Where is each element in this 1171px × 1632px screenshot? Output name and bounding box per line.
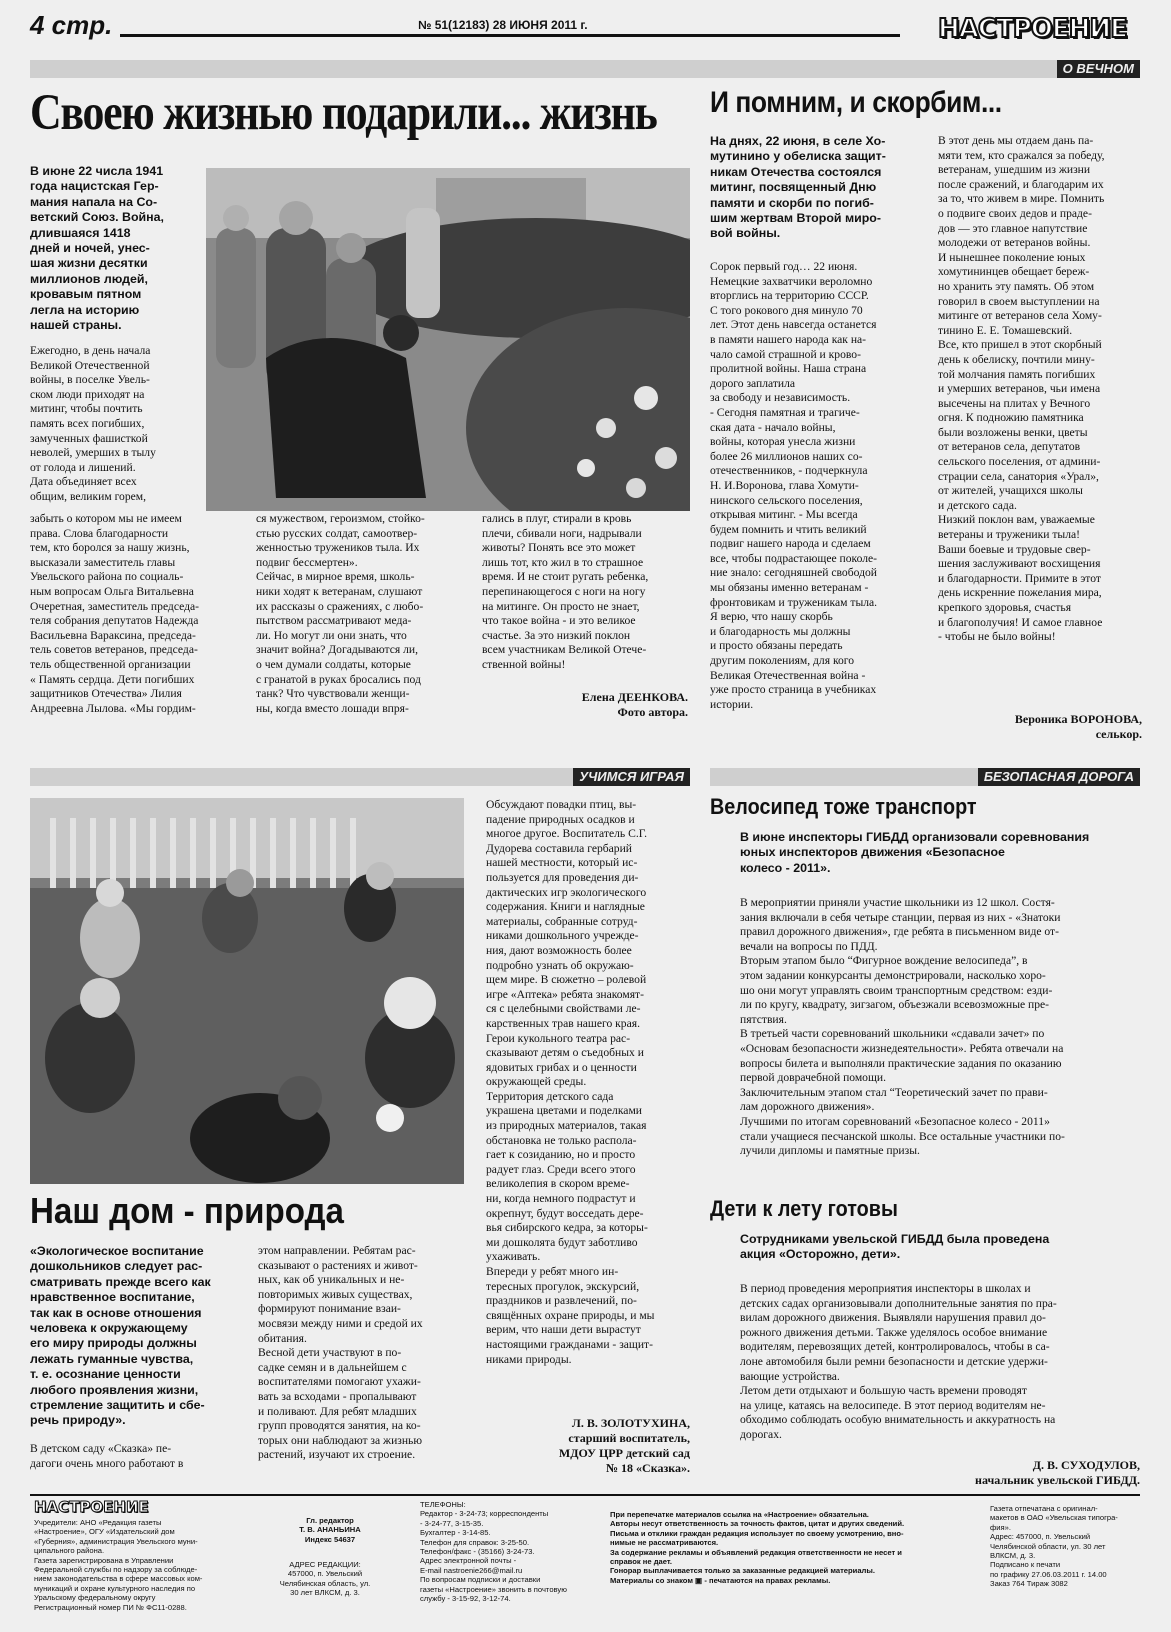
article1-col3: гались в плуг, стирали в кровь плечи, сбивали ноги, надрывали животы? Понять все это может лишь тот, кто жил в то страшное время. И не стоит ругать ребенка, перепинающегося с ноги на ногу на митинге. Он просто не знает, что такое война - и это великое счастье. За это низкий поклон всем участникам Великой Отече- ственной войны! bbox=[482, 512, 649, 671]
veterans-at-memorial-image bbox=[206, 168, 690, 511]
article2-col1: Сорок первый год… 22 июня. Немецкие захватчики вероломно вторглись на территорию СССР. С того рокового дня минуло 70 лет. Этот день навсегда останется в памяти нашего народа как на- чало самой страшной и крово- пролитной войны. Наша страна дорого заплатила за свободу и независимость. - Сегодня памятная и трагиче- ская дата - начало войны, войны, которая унесла жизни более 26 миллионов наших со- отечественников, - подчеркнула Н. И.Воронова, глава Хомути- нинского сельского поселения, открывая митинг. - Мы всегда будем помнить и чтить великий подвиг нашего народа и сделаем все, чтобы подрастающее поколе- ние знало: сегодняшней свободой мы обязаны именно ветеранам - фронтовикам и труженикам тыла. Я верю, что нашу скорбь и благодарность мы должны и просто обязаны передать другим поколениям, для кого Великая Отечественная война - уже просто страница в учебниках истории. bbox=[710, 260, 878, 711]
article1-title: Своею жизнью подарили... жизнь bbox=[30, 85, 657, 141]
article2-col2: В этот день мы отдаем дань па- мяти тем, кто сражался за победу, ветеранам, ушедшим из жизни после сражений, и благодарим их за то, что живем в мире. Помнить о подвиге своих дедов и праде- дов — это главное напутствие молодежи от ветеранов войны. И нынешнее поколение юных хомутининцев обещает береж- но хранить эту память. Об этом говорил в своем выступлении на митинге от ветеранов села Хому- тинино Е. Е. Томашевский. Все, кто пришел в этот скорбный день к обелиску, почтили мину- той молчания память погибших и умерших ветеранов, чьи имена высечены на плитах у Вечного огня. К подножию памятника были возложены венки, цветы от ветеранов села, депутатов сельского поселения, от админи- страции села, санатория «Урал», от жителей, учащихся школы и детского сада. Низкий поклон вам, уважаемые ветераны и труженики тыла! Ваши боевые и трудовые свер- шения заслуживают восхищения и благодарности. Примите в этот день искренние пожелания мира, крепкого здоровья, счастья и благополучия! И самое главное - чтобы не было войны! bbox=[938, 134, 1105, 644]
section3-article2-body: В период проведения мероприятия инспекторы в школах и детских садах организовывали дополнительные занятия по пра- вилам дорожного движения. Выявляли нарушения правил до- рожного движения детьми. Также уделялось особое внимание водителям, перевозящих детей, контролировалось, чтобы в са- лоне автомобиля были ремни безопасности и детские удержи- вающие устройства. Летом дети отдыхают и большую часть времени проводят на улице, катаясь на велосипеде. В этот период водителям не- обходимо соблюдать особую внимательность и аккуратность на дорогах. bbox=[740, 1282, 1057, 1441]
footer-top-rule bbox=[30, 1494, 1140, 1496]
rubric-bar-o-vechnom bbox=[30, 60, 1140, 78]
article1-signature: Елена ДЕЕНКОВА. Фото автора. bbox=[581, 690, 688, 719]
article2-title: И помним, и скорбим... bbox=[710, 86, 1002, 119]
rubric-bar-bezopasnaya-doroga bbox=[710, 768, 1140, 786]
section3-article1-body: В мероприятии приняли участие школьники из 12 школ. Состя- зания включали в себя четыре станции, первая из них - «Знатоки правил дорожного движения», где ребята в письменном виде от- вечали на вопросы по ПДД. Вторым этапом было “Фигурное вождение велосипеда”, в этом задании конкурсанты демонстрировали, насколько хоро- шо они могут управлять своим транспортным средством: езди- ли по кругу, квадрату, зигзагом, объезжали всевозможные пре- пятствия. В третьей части соревнований школьники «сдавали зачет» по «Основам безопасности жизнедеятельности». Ребята отвечали на вопросы билета и выполняли практические задания по оказанию первой доврачебной помощи. Заключительным этапом стал “Теоретический зачет по прави- лам дорожного движения». Лучшими по итогам соревнований «Безопасное колесо - 2011» стали учащиеся песчанской школы. Все остальные участники по- лучили дипломы и памятные призы. bbox=[740, 896, 1065, 1158]
article1-col1-bottom: забыть о котором мы не имеем права. Слова благодарности тем, кто боролся за нашу жизнь, высказали заместитель главы Увельского района по социаль- ным вопросам Ольга Витальевна Очеретная, заместитель председа- теля собрания депутатов Надежда Васильевна Варaксина, председа- тель советов ветеранов, председа- тель общественной организации « Память сердца. Дети погибших защитников Отечества» Лилия Андреевна Лылова. «Мы гордим- bbox=[30, 512, 200, 715]
rubric-bar-uchimsya-igraya bbox=[30, 768, 690, 786]
section3-article1-lead: В июне инспекторы ГИБДД организовали соревнования юных инспекторов движения «Безопасное колесо - 2011». bbox=[740, 830, 1090, 875]
footer-founders: Учредители: АНО «Редакция газеты «Настроение», ОГУ «Издательский дом «Губерния», администрация Увельского муни- ципального района. Газета зарегистрирована в Управлении Федеральной службы по надзору за соблюде- нием законодательства в сфере массовых ком- муникаций и охране культурного наследия по Уральскому федеральному округу Регистрационный номер ПИ № ФС11-0288. bbox=[34, 1518, 203, 1612]
masthead-logo: НАСТРОЕНИЕ bbox=[938, 14, 1127, 44]
header-rule bbox=[120, 34, 900, 37]
section2-col3: Обсуждают повадки птиц, вы- падение природных осадков и многое другое. Воспитатель С.Г. Дудорева составила гербарий нашей местности, который ис- пользуется для проведения ди- дактических игр экологического содержания. Книги и наглядные материалы, собранные сотруд- никами дошкольного учрежде- ния, дают возможность более подробно узнать об окружаю- щем мире. В сюжетно – ролевой игре «Аптека» ребята знакомят- ся с целебными свойствами ле- карственных трав нашего края. Герои кукольного театра рас- сказывают детям о съедобных и ядовитых грибах и о ценности окружающей среды. Территория детского сада украшена цветами и поделками из природных материалов, такая обстановка не только распола- гает к созиданию, но и просто радует глаз. Среди всего этого великолепия в скором време- ни, когда немного подрастут и окрепнут, будут восседать дере- вья сибирского кедра, за которы- ми дошколята будут заботливо ухаживать. Впереди у ребят много ин- тересных прогулок, экскурсий, праздников и развлечений, по- свящённых охране природы, и мы верим, что наши дети вырастут настоящими гражданами - защит- никами природы. bbox=[486, 798, 655, 1366]
section3-article1-title: Велосипед тоже транспорт bbox=[710, 794, 977, 819]
article1-lead: В июне 22 числа 1941 года нацистская Гер- мания напала на Со- ветский Союз. Война, длившаяся 1418 дней и ночей, унес- шая жизни десятки миллионов людей, кровавым пятном легла на историю нашей страны. bbox=[30, 164, 164, 333]
section2-lead: «Экологическое воспитание дошкольников следует рас- сматривать прежде всего как нравственное воспитание, так как в основе отношения человека к окружающему его миру природы должны лежать гуманные чувства, т. е. осознание ценности любого проявления жизни, стремление защитить и сбе- речь природу». bbox=[30, 1244, 211, 1428]
article2-lead: На днях, 22 июня, в селе Хо- мутинино у обелиска защит- никам Отечества состоялся митинг, посвященный Дню памяти и скорби по погиб- шим жертвам Второй миро- вой войны. bbox=[710, 134, 886, 241]
rubric-label: О ВЕЧНОМ bbox=[1057, 60, 1140, 78]
section2-signature: Л. В. ЗОЛОТУХИНА, старший воспитатель, МДОУ ЦРР детский сад № 18 «Сказка». bbox=[558, 1416, 690, 1475]
section2-col1-after: В детском саду «Сказка» пе- дагоги очень много работают в bbox=[30, 1442, 184, 1470]
rubric-label: УЧИМСЯ ИГРАЯ bbox=[573, 768, 690, 786]
footer-address: АДРЕС РЕДАКЦИИ: 457000, п. Увельский Челябинская область, ул. 30 лет ВЛКСМ, д. 3. bbox=[279, 1560, 371, 1598]
section3-article2-signature: Д. В. СУХОДУЛОВ, начальник увельской ГИБДД. bbox=[975, 1458, 1140, 1487]
article1-col1-top: Ежегодно, в день начала Великой Отечественной войны, в поселке Увель- ском люди приходят на митинг, чтобы почтить память всех погибших, замученных фашисткой неволей, умерших в тылу от голода и лишений. Дата объединяет всех общим, великим горем, bbox=[30, 344, 156, 503]
article1-photo bbox=[206, 168, 690, 511]
issue-info: № 51(12183) 28 ИЮНЯ 2011 г. bbox=[412, 18, 594, 32]
footer-notes: При перепечатке материалов ссылка на «Настроение» обязательна. Авторы несут ответственность за точность фактов, цитат и других сведений. Письма и отклики граждан редакция использует по своему усмотрению, вно- нимые не рассматриваются. За содержание рекламы и объявлений редакция ответственности не несет и справок не дает. Гонорар выплачивается только за заказанные редакцией материалы. Материалы со знаком ▣ - печатаются на правах рекламы. bbox=[610, 1510, 905, 1585]
footer-print-info: Газета отпечатана с оригинал- макетов в ОАО «Увельская типогра- фия». Адрес: 457000, п. Увельский Челябинской области, ул. 30 лет ВЛКСМ, д. 3. Подписано к печати по графику 27.06.03.2011 г. 14.00 Заказ 764 Тираж 3082 bbox=[990, 1504, 1118, 1589]
children-planting-image bbox=[30, 798, 464, 1184]
section3-article2-lead: Сотрудниками увельской ГИБДД была проведена акция «Осторожно, дети». bbox=[740, 1232, 1050, 1262]
section2-col2: этом направлении. Ребятам рас- сказывают о растениях и живот- ных, как об уникальных и не- повторимых живых существах, формируют понимание взаи- мосвязи между ними и средой их обитания. Весной дети участвуют в по- садке семян и в дальнейшем с воспитателями помогают ухажи- вать за всходами - пропалывают и поливают. Для ребят младших групп проводятся занятия, на ко- торых они наблюдают за жизнью растений, изучают их строение. bbox=[258, 1244, 423, 1462]
footer-phones: ТЕЛЕФОНЫ: Редактор - 3-24-73; корреспонденты - 3-24-77, 3-15-35. Бухгалтер - 3-14-85. Телефон для справок: 3-25-50. Телефон/факс - (35166) 3-24-73. Адрес электронной почты - E-mail nastroenie266@mail.ru По вопросам подписки и доставки газеты «Настроение» звонить в почтовую службу - 3-15-92, 3-12-74. bbox=[420, 1500, 567, 1604]
article2-signature: Вероника ВОРОНОВА, селькор. bbox=[1014, 712, 1142, 741]
children-garden-photo bbox=[30, 798, 464, 1184]
section3-article2-title: Дети к лету готовы bbox=[710, 1196, 898, 1221]
page-number: 4 стр. bbox=[30, 10, 113, 40]
section2-title: Наш дом - природа bbox=[30, 1190, 344, 1231]
footer-logo: НАСТРОЕНИЕ bbox=[34, 1498, 149, 1516]
footer-editor: Гл. редактор Т. В. АНАНЬИНА Индекс 54637 bbox=[299, 1516, 361, 1544]
rubric-label: БЕЗОПАСНАЯ ДОРОГА bbox=[978, 768, 1140, 786]
article1-col2: ся мужеством, героизмом, стойко- стью русских солдат, самоотвер- женностью тружеников тыла. Их подвиг бессмертен». Сейчас, в мирное время, школь- ники ходят к ветеранам, слушают их рассказы о сражениях, с любо- пытством рассматривают меда- ли. Но могут ли они знать, что значит война? Догадываются ли, о чем думали солдаты, которые с гранатой в руках бросались под танк? Что чувствовали женщи- ны, когда вместо лошади впря- bbox=[256, 512, 425, 715]
